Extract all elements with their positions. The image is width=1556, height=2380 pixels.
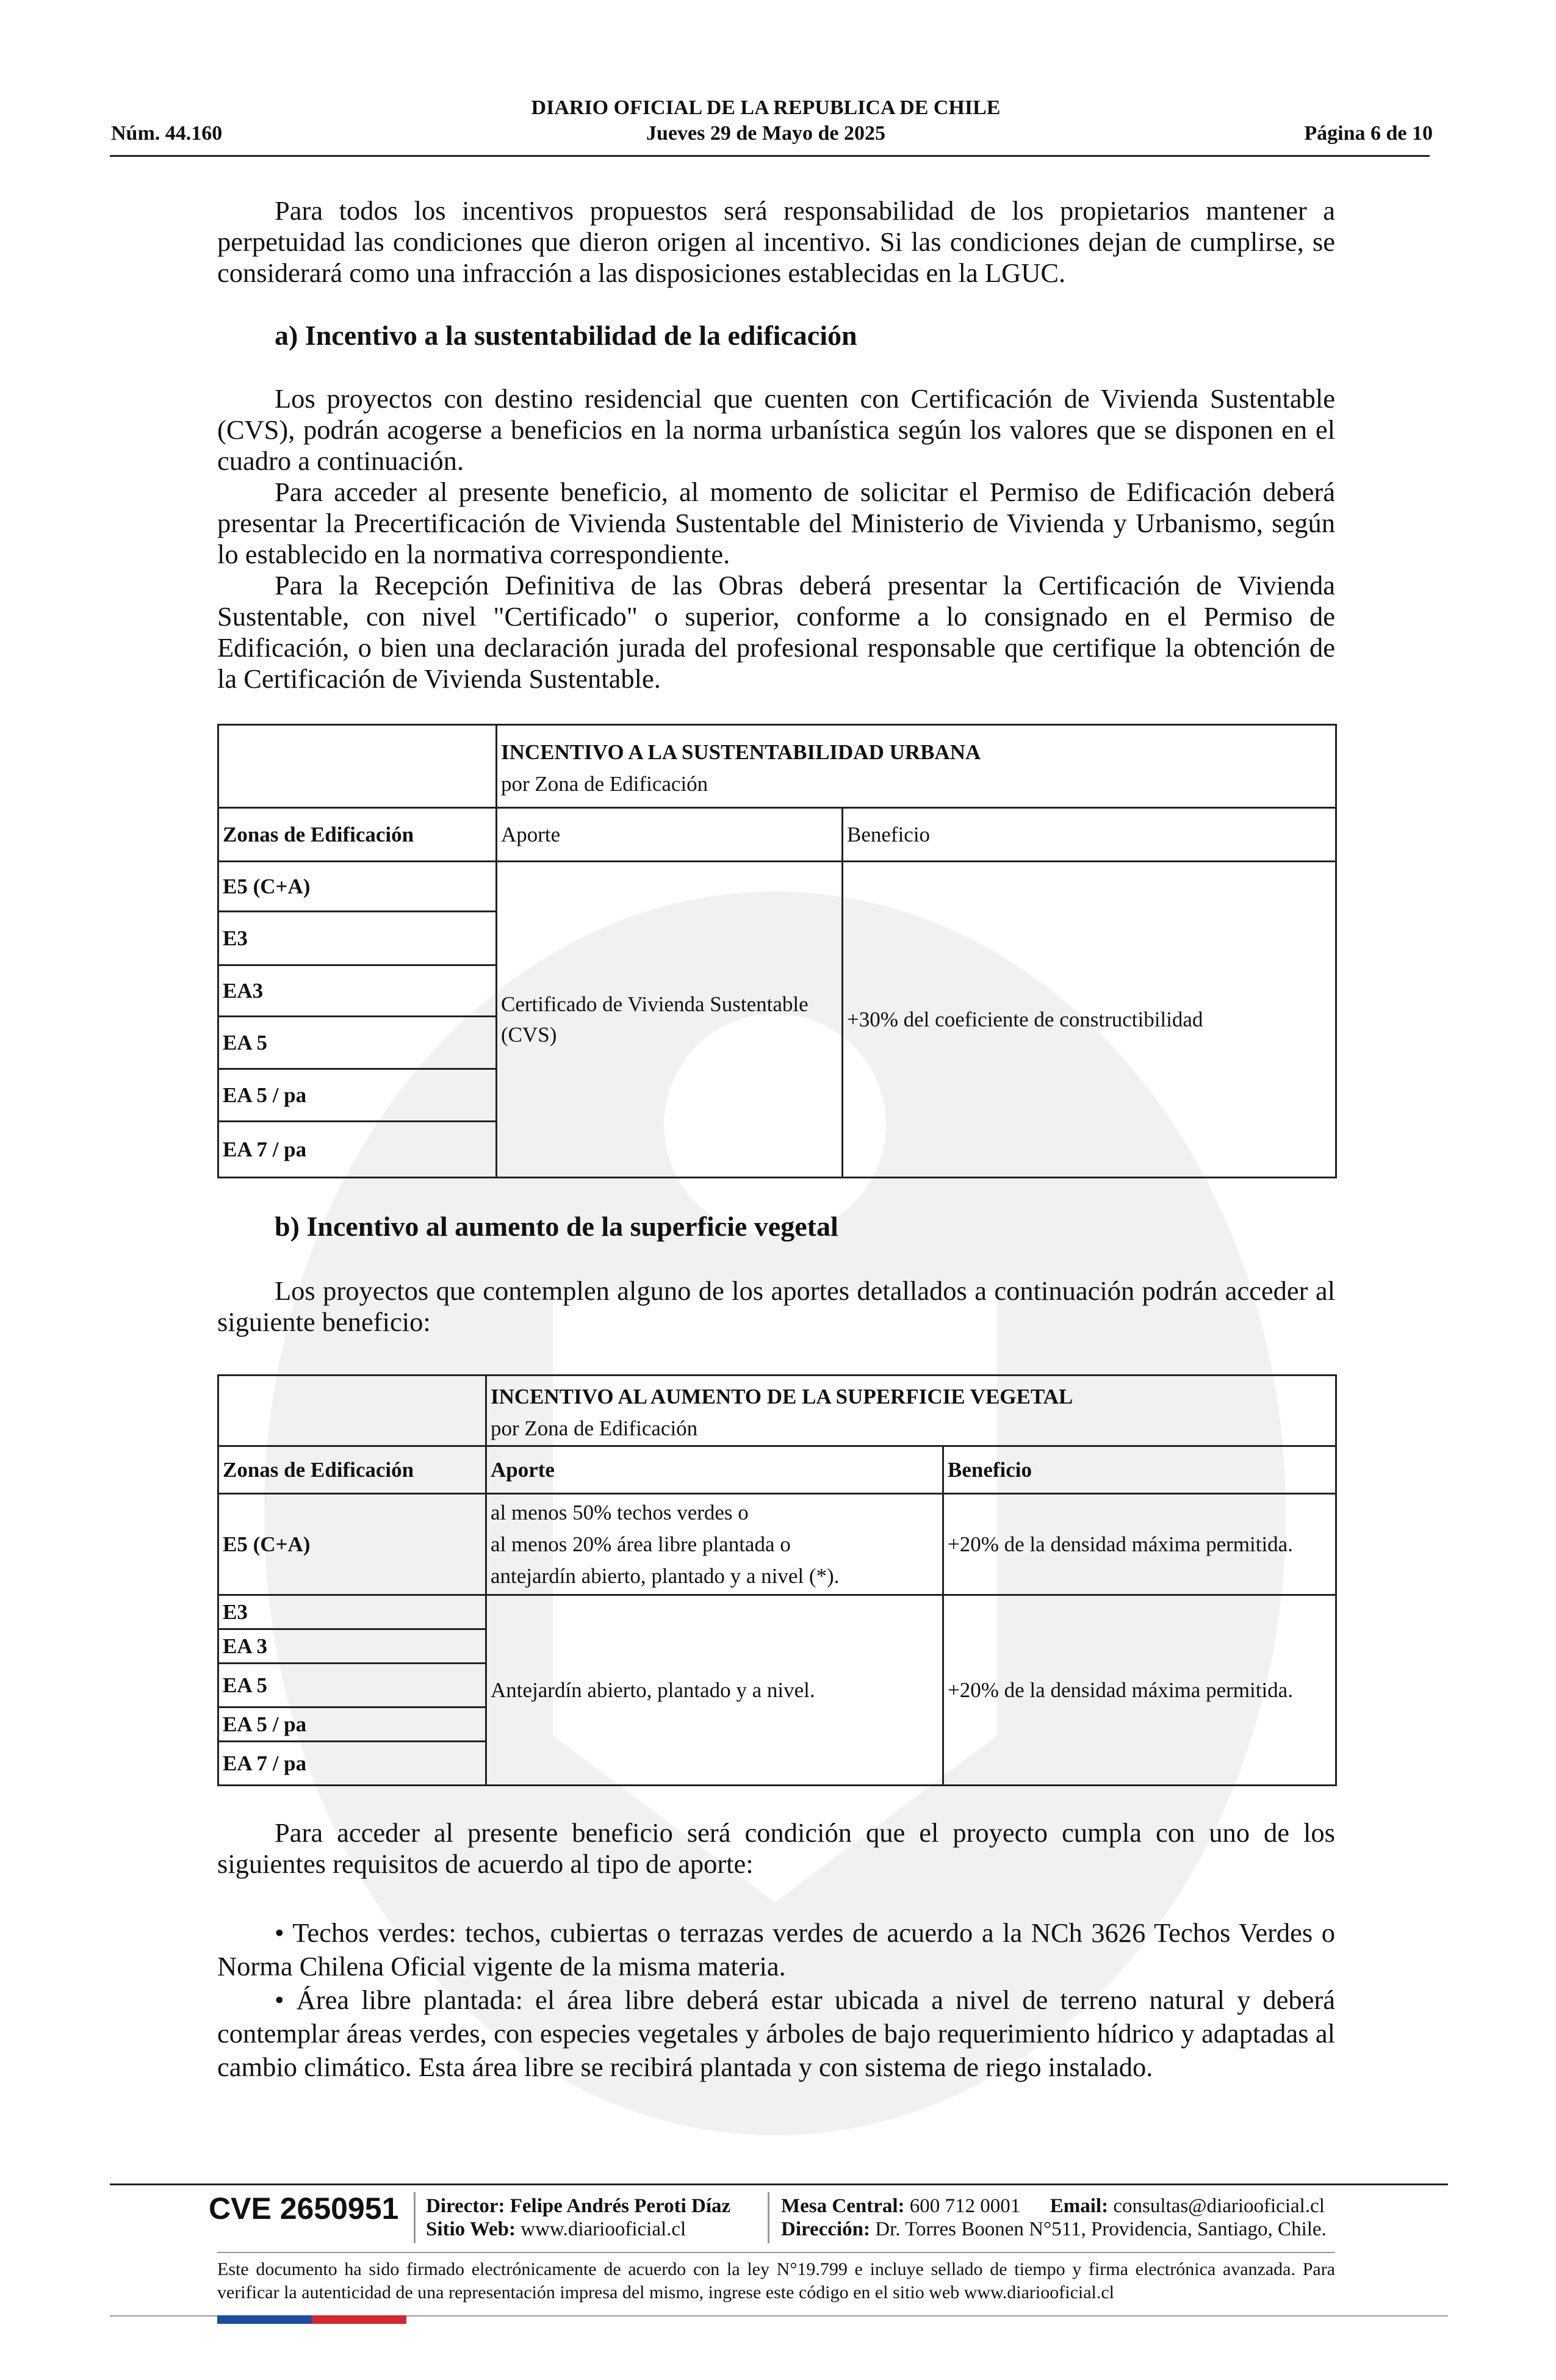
section-a-p3: Para la Recepción Definitiva de las Obras deberá presentar la Certificación de Vivienda Sustentable, con nivel "Certificado" o superior, conforme a lo consignado en el Permiso de Edificación, o bien una declaración jurada del profesional responsable que certifique la obtención de la Certificación de Vivienda Sustentable. bbox=[217, 570, 1335, 694]
legal-notice: Este documento ha sido firmado electrónicamente de acuerdo con la ley N°19.799 e incluye sellado de tiempo y firma electrónica avanzada. Para verificar la autenticidad de una representación impresa del mismo, ingrese este código en el sitio web www.diariooficial.cl bbox=[217, 2259, 1335, 2302]
intro-text: Para todos los incentivos propuestos será responsabilidad de los propietarios mantener a perpetuidad las condiciones que dieron origen al incentivo. Si las condiciones dejan de cumplirse, se considerará como una infracción a las disposiciones establecidas en la LGUC. bbox=[217, 195, 1335, 288]
table-a-aporte-cell: Certificado de Vivienda Sustentable (CVS) bbox=[497, 862, 843, 1178]
issue-number: Núm. 44.160 bbox=[111, 122, 223, 145]
footer-director-line bbox=[426, 2194, 730, 2218]
table-sustentabilidad bbox=[217, 724, 1337, 1178]
section-a-p1: Los proyectos con destino residencial que cuenten con Certificación de Vivienda Sustentable (CVS), podrán acogerse a beneficios en la norma urbanística según los valores que se disponen en el cuadro a continuación. bbox=[217, 383, 1335, 476]
footer-divider bbox=[110, 2183, 1448, 2185]
section-b-p2: Para acceder al presente beneficio será condición que el proyecto cumpla con uno de los siguientes requisitos de acuerdo al tipo de aporte: bbox=[217, 1817, 1335, 1879]
table-a-beneficio-cell: +30% del coeficiente de constructibilidad bbox=[843, 862, 1336, 1178]
table-b-subtitle: por Zona de Edificación bbox=[491, 1416, 698, 1440]
table-b-zone: EA 7 / pa bbox=[218, 1742, 486, 1786]
footer-inner-divider bbox=[217, 2252, 1335, 2253]
footer-separator bbox=[414, 2192, 416, 2243]
table-b-zone: E5 (C+A) bbox=[218, 1494, 486, 1595]
table-a-zone: E5 (C+A) bbox=[218, 862, 497, 912]
footer-mesa-line bbox=[781, 2194, 1327, 2218]
table-b-row1-beneficio: +20% de la densidad máxima permitida. bbox=[943, 1494, 1336, 1595]
flag-stripe-red bbox=[312, 2315, 406, 2324]
table-b-group-aporte: Antejardín abierto, plantado y a nivel. bbox=[486, 1595, 943, 1786]
publication-title: DIARIO OFICIAL DE LA REPUBLICA DE CHILE bbox=[531, 96, 1001, 119]
table-b-caption bbox=[486, 1376, 1336, 1446]
mesa-phone: 600 712 0001 bbox=[909, 2195, 1021, 2217]
footer-address-line bbox=[781, 2218, 1327, 2241]
table-a-zone: EA3 bbox=[218, 965, 497, 1017]
table-b-row1-aporte bbox=[486, 1494, 943, 1595]
email-link[interactable]: consultas@diariooficial.cl bbox=[1113, 2195, 1325, 2217]
table-b-aporte-line: antejardín abierto, plantado y a nivel (*). bbox=[491, 1563, 840, 1588]
table-b-header-aporte: Aporte bbox=[486, 1446, 943, 1494]
table-a-zone: E3 bbox=[218, 912, 497, 965]
cve-code: CVE 2650951 bbox=[209, 2191, 399, 2226]
flag-stripe-blue bbox=[217, 2315, 312, 2324]
publication-date: Jueves 29 de Mayo de 2025 bbox=[646, 122, 885, 145]
address-label: Dirección: bbox=[781, 2218, 871, 2240]
table-a-title: INCENTIVO A LA SUSTENTABILIDAD URBANA bbox=[501, 740, 981, 764]
table-a-header-beneficio: Beneficio bbox=[843, 808, 1336, 862]
table-b-zone: E3 bbox=[218, 1595, 486, 1629]
website-link[interactable]: www.diariooficial.cl bbox=[520, 2218, 686, 2240]
table-a-header-zones: Zonas de Edificación bbox=[218, 808, 497, 862]
director-name: Felipe Andrés Peroti Díaz bbox=[510, 2195, 731, 2217]
section-a-p2: Para acceder al presente beneficio, al momento de solicitar el Permiso de Edificación deberá presentar la Precertificación de Vivienda Sustentable del Ministerio de Vivienda y Urbanismo, según lo establecido en la normativa correspondiente. bbox=[217, 477, 1335, 569]
table-b-title: INCENTIVO AL AUMENTO DE LA SUPERFICIE VEGETAL bbox=[491, 1385, 1073, 1408]
intro-paragraph bbox=[217, 195, 1335, 289]
table-b-aporte-line: al menos 20% área libre plantada o bbox=[491, 1532, 791, 1556]
section-b-p1: Los proyectos que contemplen alguno de los aportes detallados a continuación podrán acceder al siguiente beneficio: bbox=[217, 1275, 1335, 1337]
header-divider bbox=[110, 155, 1430, 157]
table-b-zone: EA 3 bbox=[218, 1629, 486, 1664]
web-label: Sitio Web: bbox=[426, 2218, 516, 2240]
bullet-area-libre: • Área libre plantada: el área libre deberá estar ubicada a nivel de terreno natural y deberá contemplar áreas verdes, con especies vegetales y árboles de bajo requerimiento hídrico y adaptadas al cambio climático. Esta área libre se recibirá plantada y con sistema de riego instalado. bbox=[217, 1985, 1335, 2082]
table-b-aporte-line: al menos 50% techos verdes o bbox=[491, 1500, 749, 1524]
table-superficie-vegetal bbox=[217, 1374, 1337, 1786]
footer-contact-block bbox=[781, 2194, 1327, 2241]
section-b-bullets bbox=[217, 1916, 1335, 2084]
section-a-heading: a) Incentivo a la sustentabilidad de la edificación bbox=[275, 320, 857, 351]
table-a-zone: EA 7 / pa bbox=[218, 1122, 497, 1178]
footer-web-line bbox=[426, 2218, 730, 2241]
footer-director-block bbox=[426, 2194, 730, 2241]
table-b-zone: EA 5 / pa bbox=[218, 1707, 486, 1742]
page-number: Página 6 de 10 bbox=[1304, 122, 1433, 145]
table-b-header-zones: Zonas de Edificación bbox=[218, 1446, 486, 1494]
table-a-zone: EA 5 / pa bbox=[218, 1069, 497, 1122]
table-b-header-beneficio: Beneficio bbox=[943, 1446, 1336, 1494]
section-b-intro bbox=[217, 1275, 1335, 1338]
bullet-techos-verdes: • Techos verdes: techos, cubiertas o terrazas verdes de acuerdo a la NCh 3626 Techos Verdes o Norma Chilena Oficial vigente de la misma materia. bbox=[217, 1917, 1335, 1982]
table-a-subtitle: por Zona de Edificación bbox=[501, 772, 708, 796]
footer-separator bbox=[768, 2192, 769, 2243]
table-b-group-beneficio: +20% de la densidad máxima permitida. bbox=[943, 1595, 1336, 1786]
table-b-zone: EA 5 bbox=[218, 1664, 486, 1707]
table-a-caption bbox=[497, 725, 1336, 808]
director-label: Director: bbox=[426, 2195, 505, 2217]
section-b-requirements bbox=[217, 1817, 1335, 1880]
mesa-label: Mesa Central: bbox=[781, 2195, 905, 2217]
section-b-heading: b) Incentivo al aumento de la superficie vegetal bbox=[275, 1211, 838, 1242]
email-label: Email: bbox=[1050, 2195, 1109, 2217]
section-a-paragraphs bbox=[217, 383, 1335, 694]
table-a-zone: EA 5 bbox=[218, 1017, 497, 1069]
table-b-empty-corner bbox=[218, 1376, 486, 1446]
address: Dr. Torres Boonen N°511, Providencia, Santiago, Chile. bbox=[875, 2218, 1327, 2240]
table-a-header-aporte: Aporte bbox=[497, 808, 843, 862]
table-a-empty-corner bbox=[218, 725, 497, 808]
